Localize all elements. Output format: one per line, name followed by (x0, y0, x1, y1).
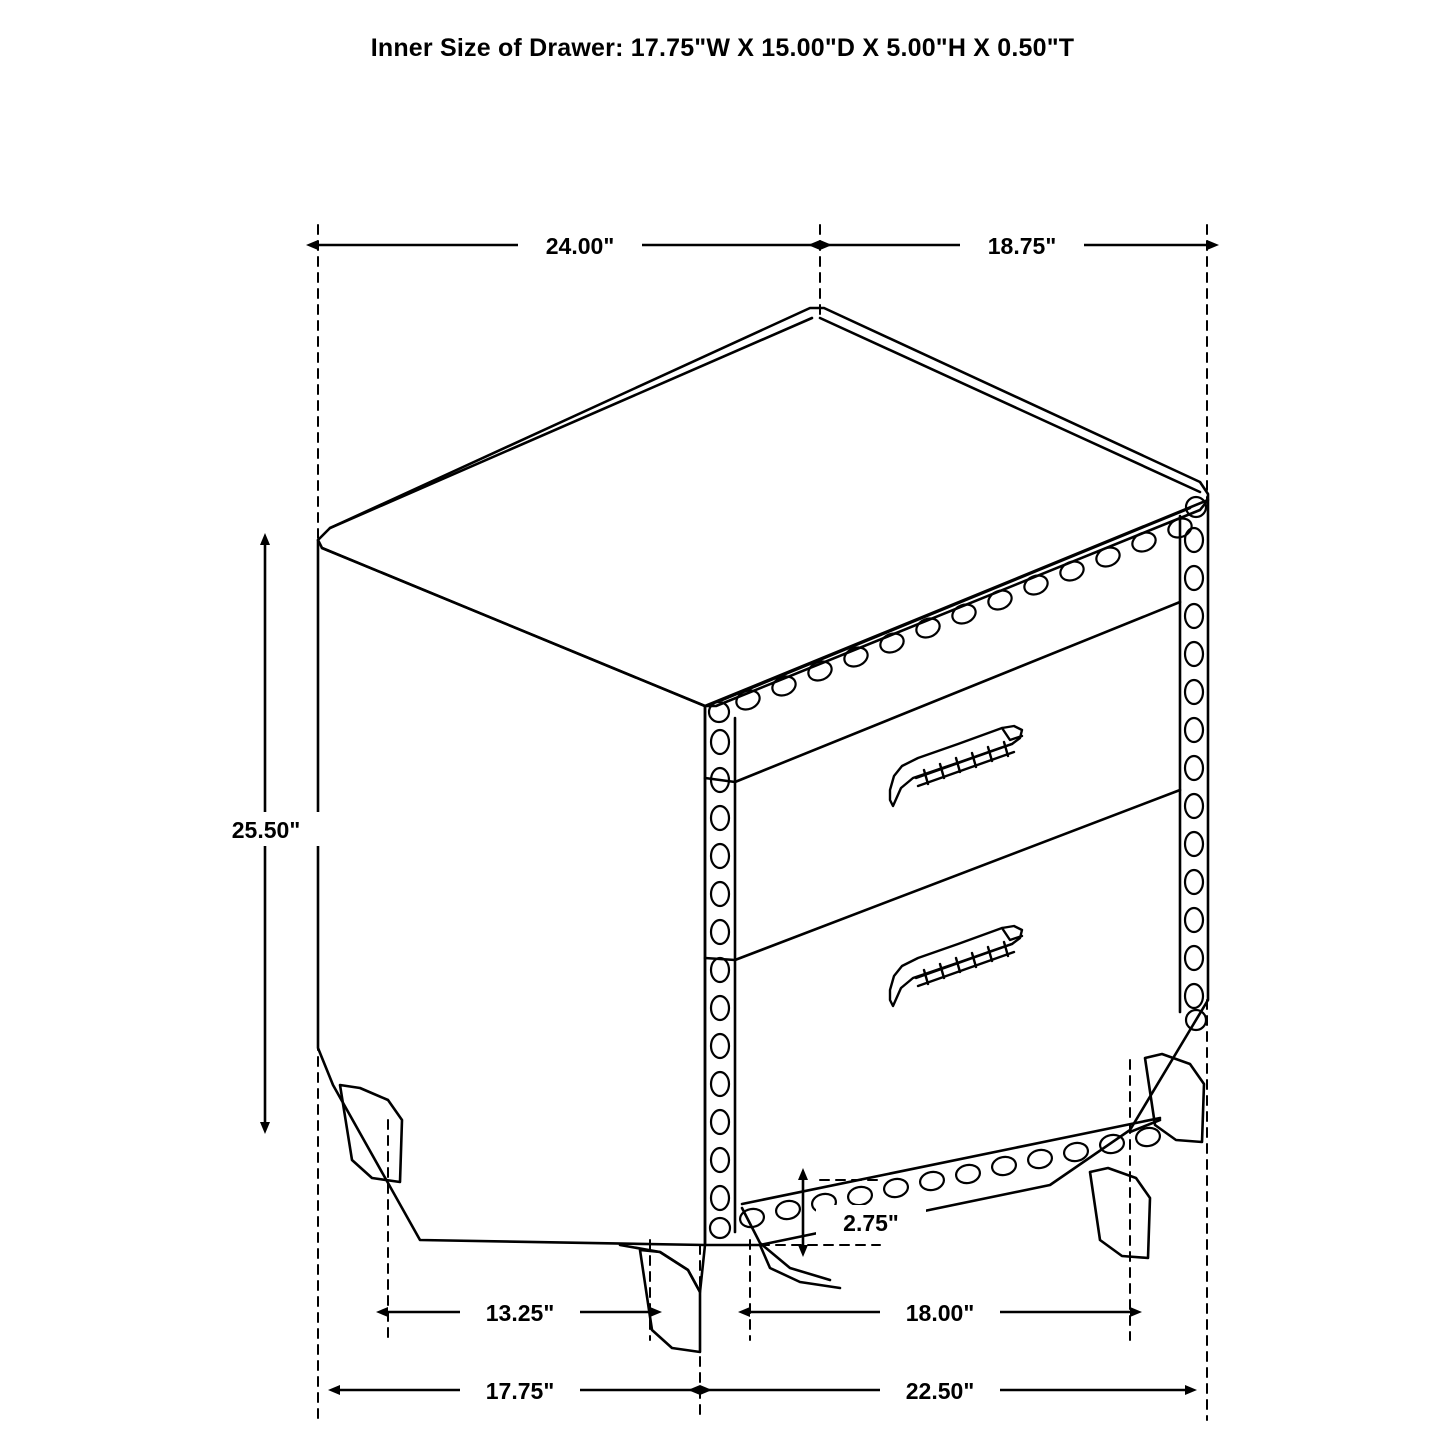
dim-label-22-50: 22.50" (905, 1378, 975, 1404)
dim-label-24: 24.00" (545, 233, 615, 259)
dim-label-18-00: 18.00" (905, 1300, 975, 1326)
dim-label-25-50: 25.50" (231, 817, 301, 843)
dim-label-2-75: 2.75" (843, 1210, 899, 1236)
dim-label-17-75: 17.75" (485, 1378, 555, 1404)
dim-label-13-25: 13.25" (485, 1300, 555, 1326)
dim-label-18-75: 18.75" (987, 233, 1057, 259)
page-title: Inner Size of Drawer: 17.75"W X 15.00"D X 5.00"H X 0.50"T (370, 34, 1075, 62)
